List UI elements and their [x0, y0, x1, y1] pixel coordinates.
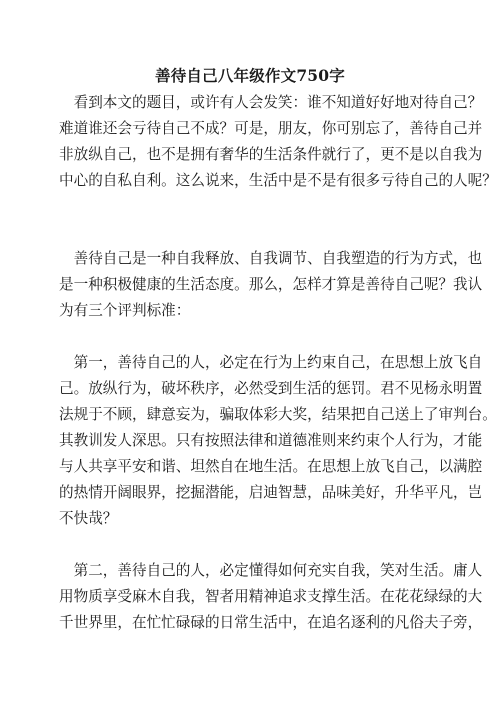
text-line: 己。放纵行为，破坏秩序，必然受到生活的惩罚。君不见杨永明置: [59, 380, 483, 397]
paragraph-1: [59, 90, 497, 194]
paragraph-3: [59, 350, 497, 532]
paragraph-2: [59, 246, 483, 324]
text-line: 其教训发人深思。只有按照法律和道德准则来约束个人行为，才能: [59, 432, 483, 449]
text-line: 难道谁还会亏待自己不成？可是，朋友，你可别忘了，善待自己并: [59, 120, 483, 137]
text-line: 的热情开阔眼界，挖掘潜能，启迪智慧，品味美好，升华平凡，岂: [59, 484, 483, 501]
text-line: 第二，善待自己的人，必定懂得如何充实自我，笑对生活。庸人: [59, 562, 483, 579]
text-line: 非放纵自己，也不是拥有奢华的生活条件就行了，更不是以自我为: [59, 146, 483, 163]
text-line: 不快哉？: [59, 510, 118, 527]
text-line: 法规于不顾，肆意妄为，骗取体彩大奖，结果把自己送上了审判台。: [59, 406, 497, 423]
document-title: 善待自己八年级作文750字: [155, 66, 345, 85]
text-line: 为有三个评判标准：: [59, 302, 191, 319]
text-line: 看到本文的题目，或许有人会发笑：谁不知道好好地对待自己？: [59, 94, 483, 111]
text-line: 第一，善待自己的人，必定在行为上约束自己，在思想上放飞自: [59, 354, 483, 371]
paragraph-4: [59, 558, 483, 636]
text-line: 用物质享受麻木自我，智者用精神追求支撑生活。在花花绿绿的大: [59, 588, 483, 605]
text-line: 善待自己是一种自我释放、自我调节、自我塑造的行为方式，也: [59, 250, 483, 267]
text-line: 是一种积极健康的生活态度。那么，怎样才算是善待自己呢？我认: [59, 276, 483, 293]
text-line: 中心的自私自利。这么说来，生活中是不是有很多亏待自己的人呢？: [59, 172, 497, 189]
text-line: 与人共享平安和谐、坦然自在地生活。在思想上放飞自己，以满腔: [59, 458, 483, 475]
text-line: 千世界里，在忙忙碌碌的日常生活中，在追名逐利的凡俗夫子旁，: [59, 614, 483, 631]
